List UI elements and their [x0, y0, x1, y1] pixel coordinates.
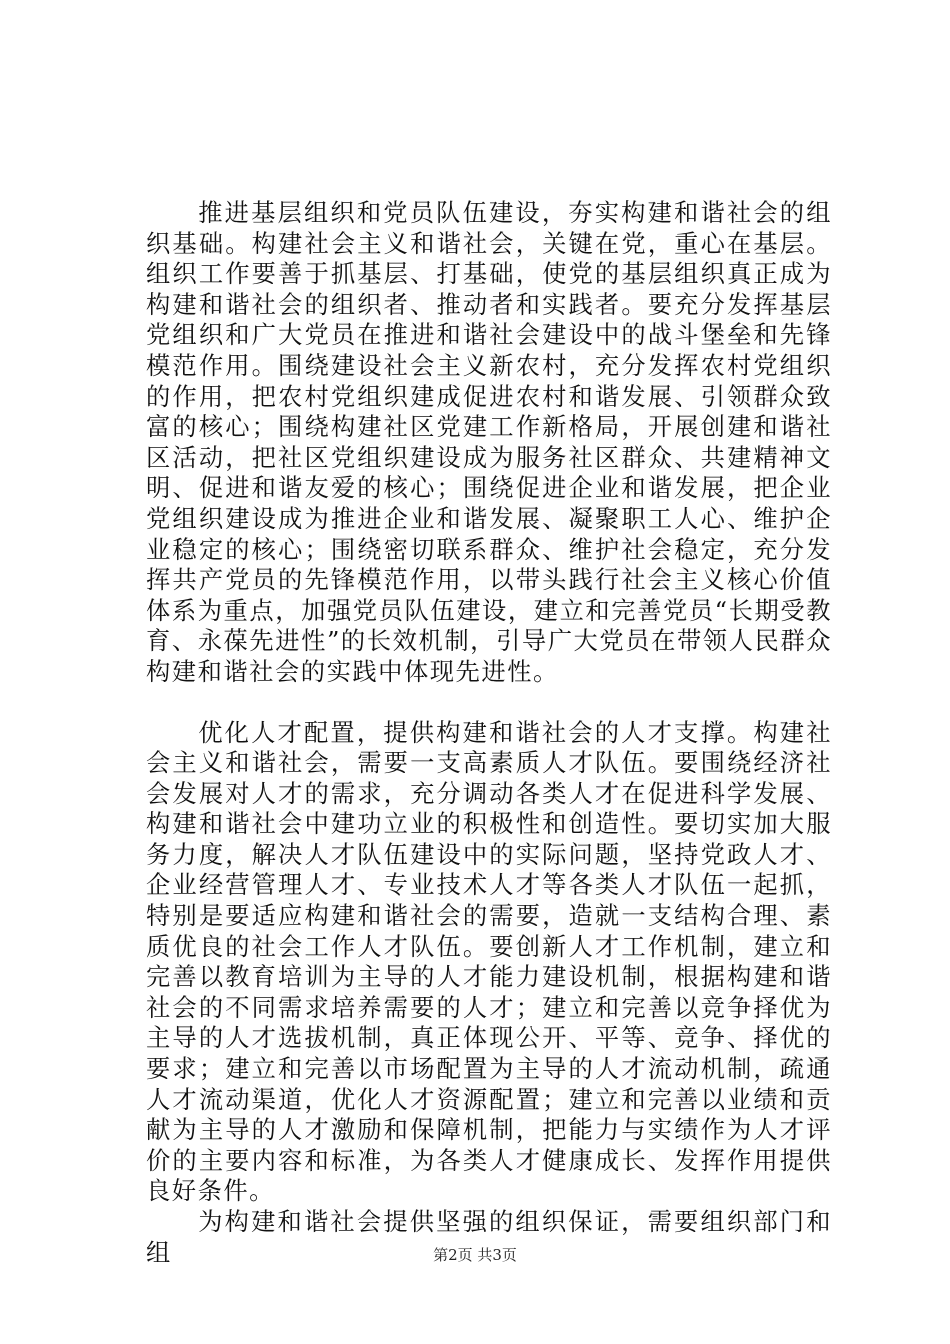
document-body: [146, 198, 832, 1268]
page-number-footer: 第2页 共3页: [433, 1246, 517, 1264]
paragraph-organizational-guarantee: 为构建和谐社会提供坚强的组织保证，需要组织部门和组: [146, 1207, 832, 1267]
paragraph-grassroots-organization: 推进基层组织和党员队伍建设，夯实构建和谐社会的组织基础。构建社会主义和谐社会，关键在党，重心在基层。组织工作要善于抓基层、打基础，使党的基层组织真正成为构建和谐社会的组织者、推动者和实践者。要充分发挥基层党组织和广大党员在推进和谐社会建设中的战斗堡垒和先锋模范作用。围绕建设社会主义新农村，充分发挥农村党组织的作用，把农村党组织建成促进农村和谐发展、引领群众致富的核心；围绕构建社区党建工作新格局，开展创建和谐社区活动，把社区党组织建设成为服务社区群众、共建精神文明、促进和谐友爱的核心；围绕促进企业和谐发展，把企业党组织建设成为推进企业和谐发展、凝聚职工人心、维护企业稳定的核心；围绕密切联系群众、维护社会稳定，充分发挥共产党员的先锋模范作用，以带头践行社会主义核心价值体系为重点，加强党员队伍建设，建立和完善党员“长期受教育、永葆先进性”的长效机制，引导广大党员在带领人民群众构建和谐社会的实践中体现先进性。: [146, 198, 832, 686]
paragraph-talent-allocation: 优化人才配置，提供构建和谐社会的人才支撑。构建社会主义和谐社会，需要一支高素质人才队伍。要围绕经济社会发展对人才的需求，充分调动各类人才在促进科学发展、构建和谐社会中建功立业的积极性和创造性。要切实加大服务力度，解决人才队伍建设中的实际问题，坚持党政人才、企业经营管理人才、专业技术人才等各类人才队伍一起抓，特别是要适应构建和谐社会的需要，造就一支结构合理、素质优良的社会工作人才队伍。要创新人才工作机制，建立和完善以教育培训为主导的人才能力建设机制，根据构建和谐社会的不同需求培养需要的人才；建立和完善以竞争择优为主导的人才选拔机制，真正体现公开、平等、竞争、择优的要求；建立和完善以市场配置为主导的人才流动机制，疏通人才流动渠道，优化人才资源配置；建立和完善以业绩和贡献为主导的人才激励和保障机制，把能力与实绩作为人才评价的主要内容和标准，为各类人才健康成长、发挥作用提供良好条件。: [146, 717, 832, 1206]
